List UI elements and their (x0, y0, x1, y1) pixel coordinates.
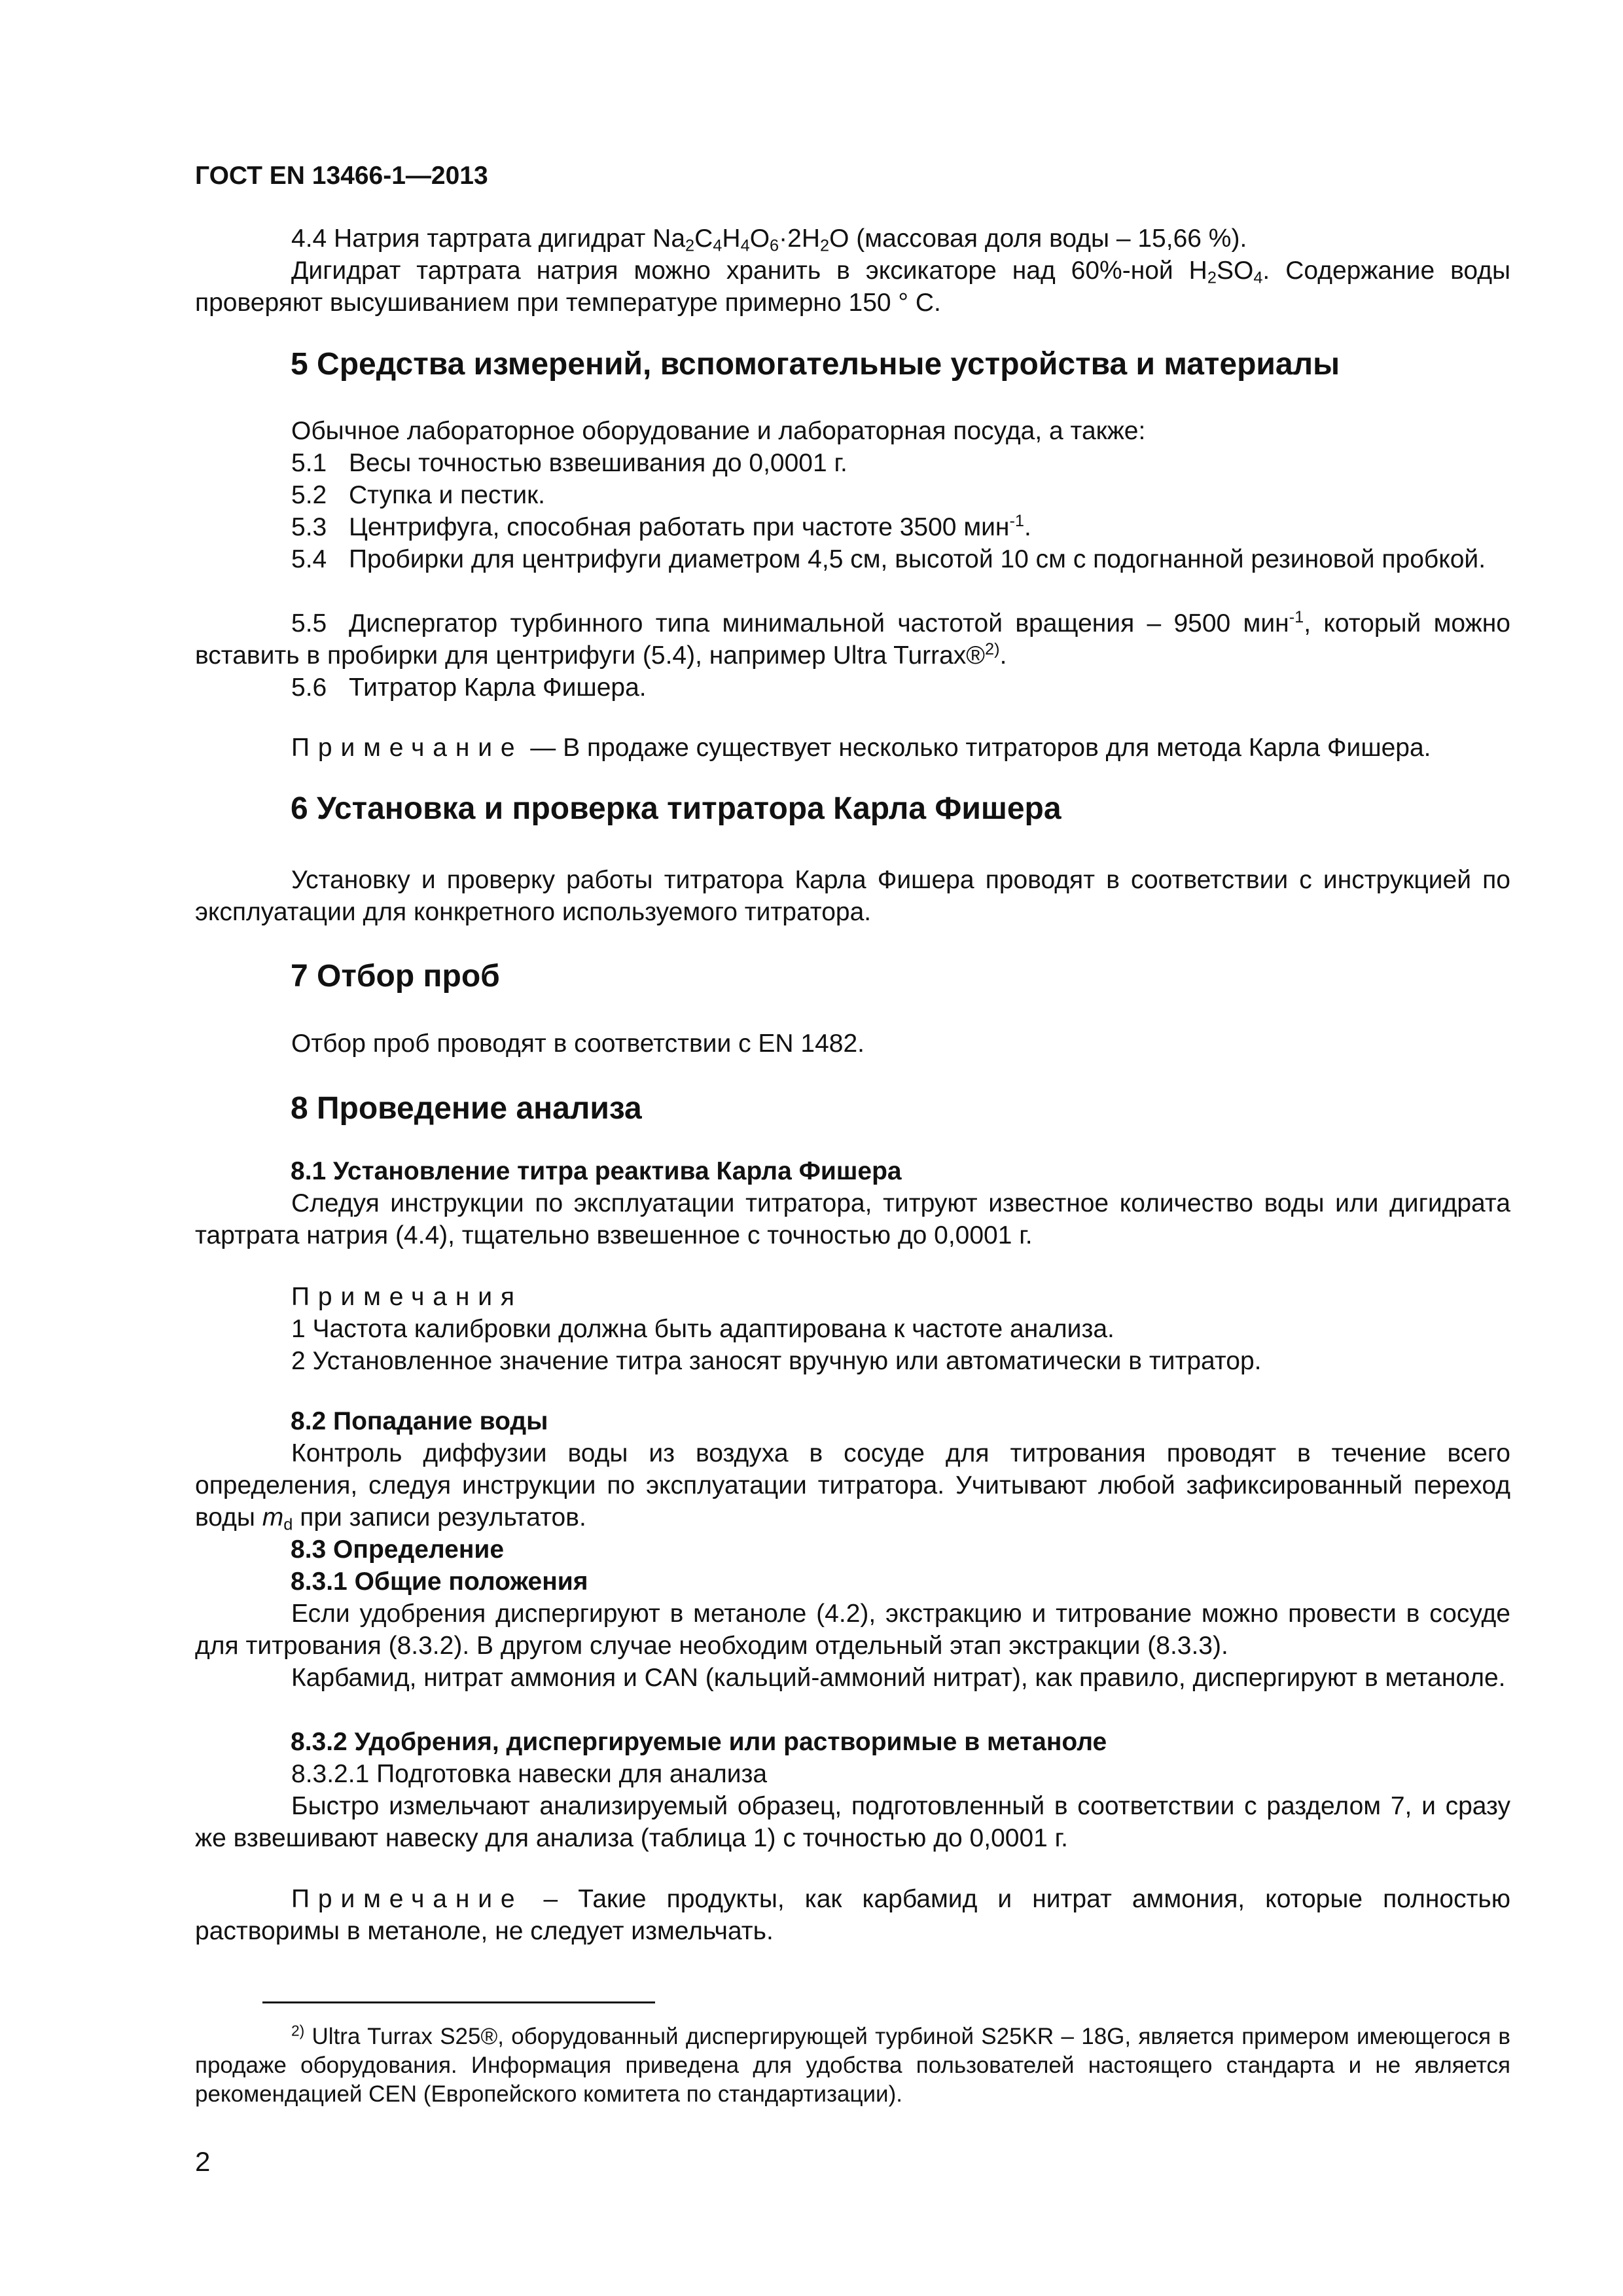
subsection-8-3-2-1-note: Примечание – Такие продукты, как карбамид и нитрат аммония, которые полностью растворимы в метаноле, не следует измельчать. (195, 1885, 1510, 1945)
subsection-8-2-heading: 8.2 Попадание воды (291, 1407, 548, 1435)
section-6-heading: 6 Установка и проверка титратора Карла Фишера (291, 791, 1061, 826)
note-1: 1 Частота калибровки должна быть адаптирована к частоте анализа. (291, 1315, 1115, 1343)
list-item-5-1: 5.1 Весы точностью взвешивания до 0,0001 г. (291, 449, 847, 477)
note-2: 2 Установленное значение титра заносят вручную или автоматически в титратор. (291, 1347, 1262, 1375)
page-number: 2 (195, 2146, 211, 2177)
clause-4-4-paragraph: Дигидрат тартрата натрия можно хранить в эксикаторе над 60%-ной $H_2SO_4$. Содержание воды проверяют высушиванием при температуре примерно 150 ° С. (195, 257, 1510, 317)
footnote-ref[interactable]: 2) (985, 640, 1000, 659)
subsection-8-3-2-1-text: Быстро измельчают анализируемый образец, подготовленный в соответствии с разделом 7, и сразу же взвешивают навеску для анализа (таблица 1) с точностью до 0,0001 г. (195, 1792, 1510, 1852)
footnote: $^{2)}$ Ultra Turrax S25®, оборудованный диспергирующей турбиной S25KR – 18G, является примером имеющегося в продаже оборудования. Информация приведена для удобства пользователей настоящего стандарта и не является рекомендацией CEN (Европейского комитета по стандартизации). (195, 2022, 1510, 2107)
subsection-8-3-1-text-b: Карбамид, нитрат аммония и CAN (кальций-аммоний нитрат), как правило, диспергируют в метаноле. (291, 1664, 1506, 1692)
subsection-8-3-heading: 8.3 Определение (291, 1535, 505, 1564)
subsection-8-3-2-heading: 8.3.2 Удобрения, диспергируемые или растворимые в метаноле (291, 1728, 1107, 1756)
section-7-text: Отбор проб проводят в соответствии с EN 1482. (291, 1030, 865, 1058)
standard-code-header: ГОСТ EN 13466-1—2013 (195, 162, 488, 190)
list-item-5-3: 5.3 Центрифуга, способная работать при частоте 3500 мин$^{-1}$. (291, 512, 1031, 541)
subsection-8-1-heading: 8.1 Установление титра реактива Карла Фишера (291, 1157, 902, 1185)
clause-4-4: 4.4 Натрия тартрата дигидрат $Na_2C_4H_4O_6\cdot 2H_2O$ (массовая доля воды – 15,66 %). (291, 224, 1247, 255)
section-5-intro: Обычное лабораторное оборудование и лабораторная посуда, а также: (291, 417, 1146, 445)
section-7-heading: 7 Отбор проб (291, 959, 500, 994)
list-item-5-2: 5.2 Ступка и пестик. (291, 481, 546, 509)
section-5-note: Примечание — В продаже существует несколько титраторов для метода Карла Фишера. (291, 734, 1431, 762)
list-item-5-4: 5.4 Пробирки для центрифуги диаметром 4,5 см, высотой 10 см с подогнанной резиновой пробкой. (291, 545, 1486, 573)
section-8-heading: 8 Проведение анализа (291, 1091, 642, 1126)
section-5-heading: 5 Средства измерений, вспомогательные устройства и материалы (291, 347, 1340, 382)
subsection-8-1-text: Следуя инструкции по эксплуатации титратора, титруют известное количество воды или дигидрата тартрата натрия (4.4), тщательно взвешенное с точностью до 0,0001 г. (195, 1189, 1510, 1249)
subsection-8-3-1-heading: 8.3.1 Общие положения (291, 1568, 588, 1596)
section-6-text: Установку и проверку работы титратора Карла Фишера проводят в соответствии с инструкцией по эксплуатации для конкретного используемого титратора. (195, 866, 1510, 926)
list-item-5-5: 5.5 Диспергатор турбинного типа минимальной частотой вращения – 9500 мин$^{-1}$, который можно вставить в пробирки для центрифуги (5.4), например Ultra Turrax®$^{2)}$. (195, 608, 1511, 670)
subsection-8-3-2-1-heading: 8.3.2.1 Подготовка навески для анализа (291, 1760, 768, 1788)
subsection-8-2-text: Контроль диффузии воды из воздуха в сосуде для титрования проводят в течение всего определения, следуя инструкции по эксплуатации титратора. Учитывают любой зафиксированный переход воды $m_d$ при записи результатов. (195, 1439, 1510, 1534)
list-item-5-6: 5.6 Титратор Карла Фишера. (291, 673, 647, 702)
footnote-separator (262, 2001, 655, 2003)
footnote-mark: 2) (291, 2022, 305, 2039)
subsection-8-3-1-text-a: Если удобрения диспергируют в метаноле (4.2), экстракцию и титрование можно провести в сосуде для титрования (8.3.2). В другом случае необходим отдельный этап экстракции (8.3.3). (195, 1600, 1510, 1660)
notes-label: Примечания (291, 1283, 523, 1311)
